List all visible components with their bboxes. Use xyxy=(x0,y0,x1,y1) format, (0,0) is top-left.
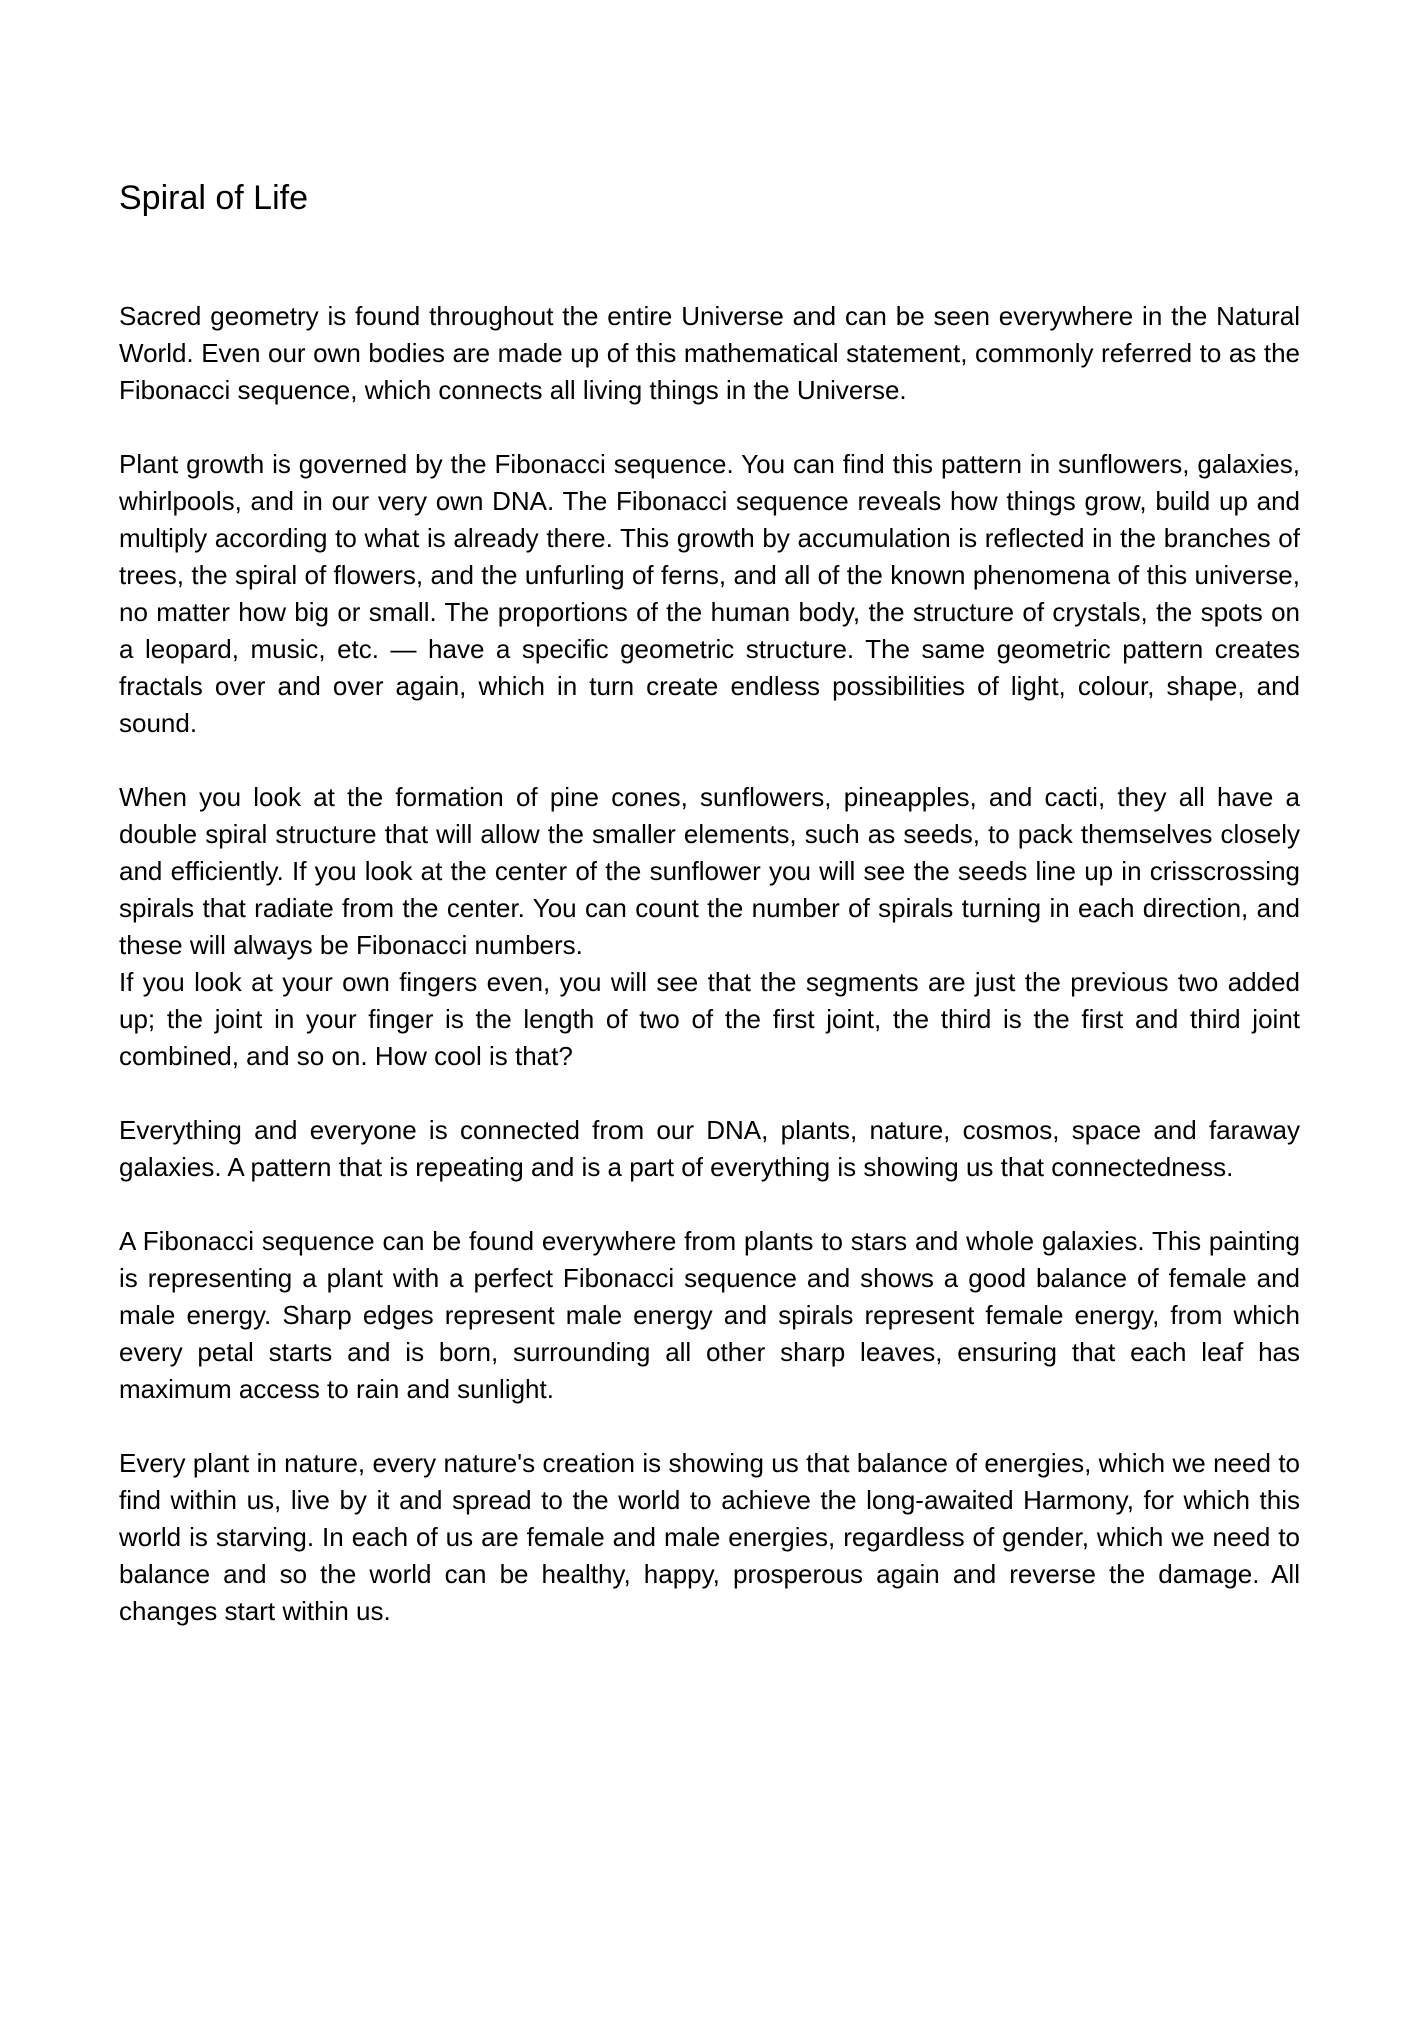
paragraph-pine-cones: When you look at the formation of pine cones, sunflowers, pineapples, and cacti, they all have a double spiral structure that will allow the smaller elements, such as seeds, to pack themselves closely and efficiently. If you look at the center of the sunflower you will see the seeds line up in crisscrossing spirals that radiate from the center. You can count the number of spirals turning in each direction, and these will always be Fibonacci numbers. xyxy=(119,782,1300,960)
paragraph-sacred-geometry: Sacred geometry is found throughout the entire Universe and can be seen everywhere in the Natural World. Even our own bodies are made up of this mathematical statement, commonly referred to as the Fibonacci sequence, which connects all living things in the Universe. xyxy=(119,301,1300,405)
paragraph-painting: A Fibonacci sequence can be found everywhere from plants to stars and whole galaxies. This painting is representing a plant with a perfect Fibonacci sequence and shows a good balance of female and male energy. Sharp edges represent male energy and spirals represent female energy, from which every petal starts and is born, surrounding all other sharp leaves, ensuring that each leaf has maximum access to rain and sunlight. xyxy=(119,1226,1300,1404)
paragraph-fingers: If you look at your own fingers even, you will see that the segments are just the previous two added up; the joint in your finger is the length of two of the first joint, the third is the first and third joint combined, and so on. How cool is that? xyxy=(119,967,1300,1071)
paragraph-plant-growth: Plant growth is governed by the Fibonacci sequence. You can find this pattern in sunflowers, galaxies, whirlpools, and in our very own DNA. The Fibonacci sequence reveals how things grow, build up and multiply according to what is already there. This growth by accumulation is reflected in the branches of trees, the spiral of flowers, and the unfurling of ferns, and all of the known phenomena of this universe, no matter how big or small. The proportions of the human body, the structure of crystals, the spots on a leopard, music, etc. — have a specific geometric structure. The same geometric pattern creates fractals over and over again, which in turn create endless possibilities of light, colour, shape, and sound. xyxy=(119,449,1300,738)
document-title: Spiral of Life xyxy=(119,179,308,217)
paragraph-balance: Every plant in nature, every nature's creation is showing us that balance of energies, which we need to find within us, live by it and spread to the world to achieve the long-awaited Harmony, for which this world is starving. In each of us are female and male energies, regardless of gender, which we need to balance and so the world can be healthy, happy, prosperous again and reverse the damage. All changes start within us. xyxy=(119,1448,1300,1626)
paragraph-connectedness: Everything and everyone is connected from our DNA, plants, nature, cosmos, space and faraway galaxies. A pattern that is repeating and is a part of everything is showing us that connectedness. xyxy=(119,1115,1300,1182)
document-body xyxy=(119,298,1300,1667)
